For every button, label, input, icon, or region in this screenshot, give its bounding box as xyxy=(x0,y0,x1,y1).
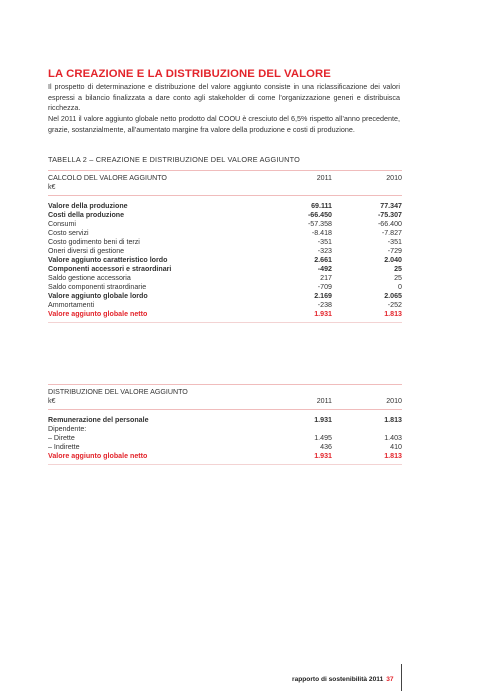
table-row xyxy=(48,434,402,443)
section-title: LA CREAZIONE E LA DISTRIBUZIONE DEL VALORE xyxy=(48,68,331,80)
table-row xyxy=(48,202,402,211)
value-2011: -8.418 xyxy=(311,229,332,237)
value-2011: 1.931 xyxy=(268,452,332,465)
result-paragraph: Nel 2011 il valore aggiunto globale netto prodotto dal COOU è cresciuto del 6,5% rispetto all’anno precedente, grazie, sostanzialmente, all’aumentato margine fra valore della produzione e costi di produzione. xyxy=(48,114,400,134)
value-2011: -323 xyxy=(317,247,332,255)
value-2011: 1.931 xyxy=(268,310,332,323)
table-row xyxy=(48,265,402,274)
page-number: 37 xyxy=(386,676,394,683)
table-row xyxy=(48,301,402,310)
value-2011: -709 xyxy=(317,283,332,291)
value-2011: -351 xyxy=(317,238,332,246)
row-label: Saldo gestione accessoria xyxy=(48,274,131,282)
table-header: DISTRIBUZIONE DEL VALORE AGGIUNTO xyxy=(48,385,268,398)
table-row xyxy=(48,247,402,256)
value-2010: -66.400 xyxy=(377,220,402,228)
value-added-calculation-table xyxy=(48,170,402,323)
value-2010: -729 xyxy=(387,247,402,255)
value-2011: 217 xyxy=(320,274,332,282)
table-header: CALCOLO DEL VALORE AGGIUNTO xyxy=(48,171,268,184)
value-2011: -57.358 xyxy=(307,220,332,228)
page-footer xyxy=(292,676,394,683)
value-2010: 1.813 xyxy=(384,416,402,424)
value-2010: 410 xyxy=(390,443,402,451)
unit-label: k€ xyxy=(48,183,268,196)
table-row xyxy=(48,292,402,301)
value-2010: 2.065 xyxy=(384,292,402,300)
table-row xyxy=(48,443,402,452)
footer-text: rapporto di sostenibilità 2011 xyxy=(292,676,384,683)
value-2011: 69.111 xyxy=(311,202,332,210)
row-label: – Indirette xyxy=(48,443,80,451)
row-label: Costo servizi xyxy=(48,229,89,237)
row-label: Oneri diversi di gestione xyxy=(48,247,125,255)
table-row xyxy=(48,274,402,283)
value-2010: 25 xyxy=(394,274,402,282)
value-2010: 77.347 xyxy=(380,202,402,210)
row-label: Componenti accessori e straordinari xyxy=(48,265,172,273)
value-2011: 436 xyxy=(320,443,332,451)
intro-paragraph: Il prospetto di determinazione e distribuzione del valore aggiunto consiste in una riclassificazione dei valori espressi a bilancio finalizzata a dare conto agli stakeholder di come l’organizzazione generi e distribuisca ricchezza. xyxy=(48,82,400,113)
row-label: Ammortamenti xyxy=(48,301,95,309)
row-label: Remunerazione del personale xyxy=(48,416,149,424)
row-label: Valore della produzione xyxy=(48,202,128,210)
value-2011: 1.931 xyxy=(314,416,332,424)
value-2010: 1.813 xyxy=(332,310,402,323)
table-row xyxy=(48,238,402,247)
column-header-2010: 2010 xyxy=(332,171,402,184)
value-2010: -351 xyxy=(387,238,402,246)
value-2010: -75.307 xyxy=(377,211,402,219)
value-2011 xyxy=(268,425,332,434)
row-label: Valore aggiunto globale lordo xyxy=(48,292,148,300)
column-header-2010: 2010 xyxy=(332,397,402,410)
table-row xyxy=(48,256,402,265)
value-2011: 1.495 xyxy=(314,434,332,442)
value-2010 xyxy=(332,425,402,434)
value-2011: -492 xyxy=(317,265,332,273)
value-2010: 0 xyxy=(398,283,402,291)
table-row xyxy=(48,452,402,465)
column-header-2011: 2011 xyxy=(268,397,332,410)
value-2011: -238 xyxy=(317,301,332,309)
value-2010: 1.403 xyxy=(384,434,402,442)
value-added-distribution-table xyxy=(48,384,402,465)
table-row xyxy=(48,310,402,323)
row-label: Consumi xyxy=(48,220,76,228)
value-2010: -7.827 xyxy=(381,229,402,237)
row-label: – Dirette xyxy=(48,434,75,442)
table-row xyxy=(48,416,402,425)
value-2011: -66.450 xyxy=(307,211,332,219)
value-2010: 25 xyxy=(394,265,402,273)
row-label: Costi della produzione xyxy=(48,211,125,219)
row-label: Dipendente: xyxy=(48,425,87,433)
table-row xyxy=(48,283,402,292)
table-caption: TABELLA 2 – CREAZIONE E DISTRIBUZIONE DEL VALORE AGGIUNTO xyxy=(48,155,300,164)
footer-divider xyxy=(401,664,402,691)
value-2010: -252 xyxy=(387,301,402,309)
row-label: Valore aggiunto caratteristico lordo xyxy=(48,256,168,264)
row-label: Valore aggiunto globale netto xyxy=(48,452,268,465)
value-2011: 2.169 xyxy=(314,292,332,300)
value-2010: 1.813 xyxy=(332,452,402,465)
row-label: Costo godimento beni di terzi xyxy=(48,238,140,246)
row-label: Valore aggiunto globale netto xyxy=(48,310,268,323)
table-row xyxy=(48,229,402,238)
column-header-2011: 2011 xyxy=(268,171,332,184)
unit-label: k€ xyxy=(48,397,268,410)
value-2011: 2.661 xyxy=(314,256,332,264)
table-row xyxy=(48,220,402,229)
table-row xyxy=(48,425,402,434)
table-row xyxy=(48,211,402,220)
value-2010: 2.040 xyxy=(384,256,402,264)
row-label: Saldo componenti straordinarie xyxy=(48,283,147,291)
